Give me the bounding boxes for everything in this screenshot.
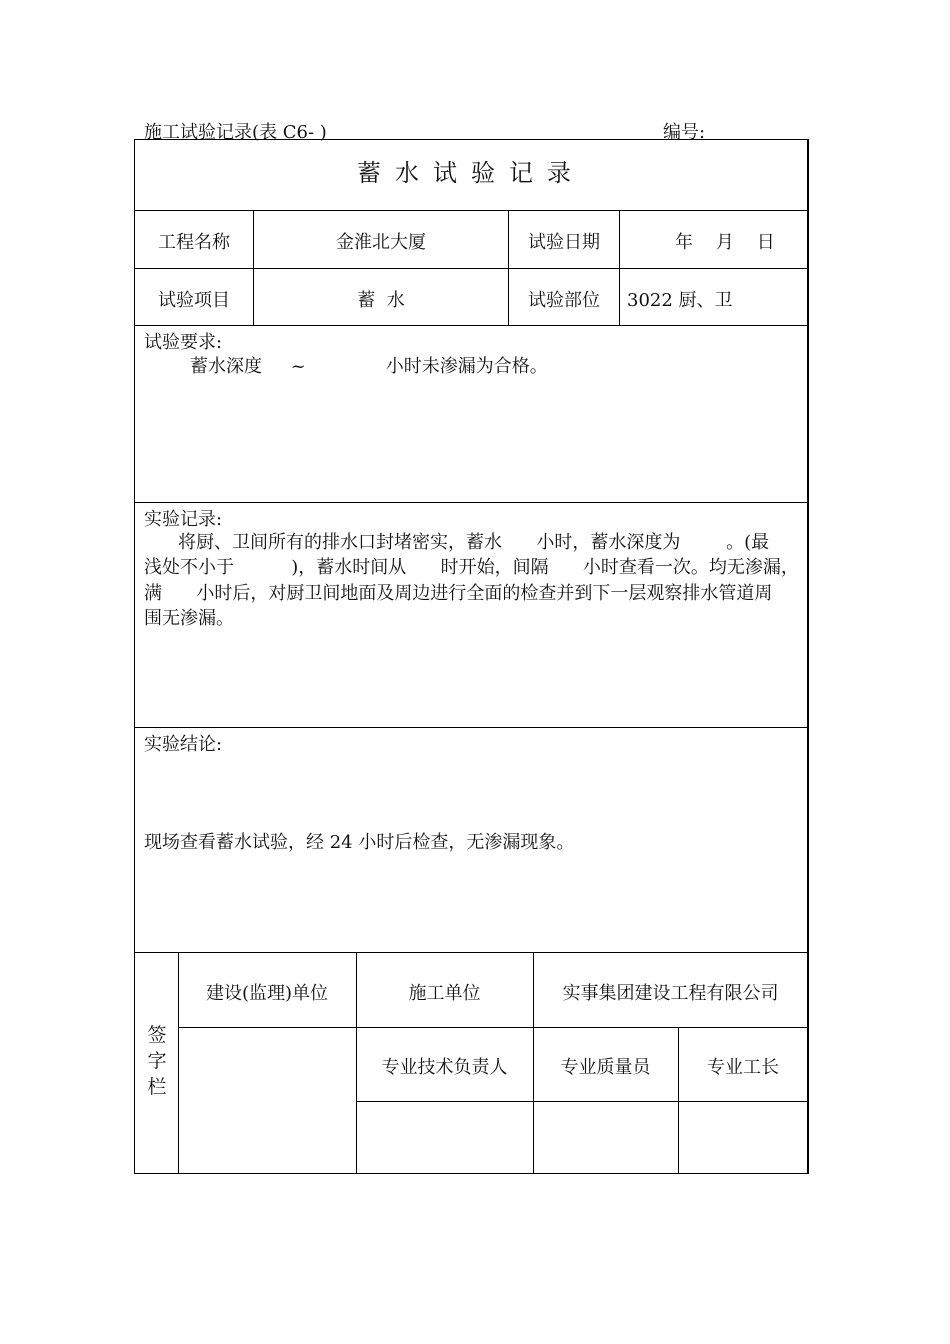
divider: [134, 952, 808, 953]
owner-label: 建设(监理)单位: [205, 983, 329, 1004]
conclusion-text: 现场查看蓄水试验，经 24 小时后检查，无渗漏现象。: [144, 832, 575, 853]
test-location-label: 试验部位: [528, 290, 600, 311]
record-line: 围无渗漏。: [144, 608, 234, 629]
record-line: 浅处不小于 )，蓄水时间从 时开始，间隔 小时查看一次。均无渗漏，: [144, 557, 799, 578]
requirements-label: 试验要求:: [144, 332, 223, 353]
document-title: 蓄水试验记录: [357, 159, 585, 187]
record-line: 满 小时后，对厨卫间地面及周边进行全面的检查并到下一层观察排水管道周: [144, 583, 773, 604]
form-code-label: 施工试验记录(表 C6- ): [144, 122, 327, 143]
conclusion-label: 实验结论:: [144, 734, 223, 755]
contractor-name: 实事集团建设工程有限公司: [562, 983, 779, 1004]
divider: [134, 325, 808, 326]
signature-section-label: 签 字 栏: [147, 1024, 167, 1098]
divider: [356, 1101, 808, 1102]
record-label: 实验记录:: [144, 509, 223, 530]
test-date-label: 试验日期: [528, 232, 600, 253]
table-edge: [808, 139, 809, 1174]
divider: [178, 1027, 808, 1028]
test-date-value: 年 月 日: [675, 232, 775, 253]
divider: [619, 210, 620, 326]
divider: [134, 210, 808, 211]
test-location-value: 3022 厨、卫: [627, 290, 733, 311]
quality-inspector-label: 专业质量员: [560, 1057, 651, 1078]
foreman-label: 专业工长: [707, 1057, 779, 1078]
divider: [678, 1027, 679, 1173]
project-name-value: 金淮北大厦: [336, 232, 426, 253]
divider: [134, 502, 808, 503]
divider: [134, 268, 808, 269]
project-name-label: 工程名称: [158, 232, 230, 253]
record-line: 将厨、卫间所有的排水口封堵密实，蓄水 小时，蓄水深度为 。(最: [178, 532, 770, 553]
test-item-value: 蓄 水: [357, 290, 405, 311]
tech-lead-label: 专业技术负责人: [381, 1057, 508, 1078]
test-item-label: 试验项目: [158, 290, 230, 311]
requirements-text: 蓄水深度 ~ 小时未渗漏为合格。: [190, 356, 548, 377]
divider: [134, 727, 808, 728]
number-label: 编号:: [663, 122, 706, 143]
contractor-label: 施工单位: [408, 983, 481, 1004]
